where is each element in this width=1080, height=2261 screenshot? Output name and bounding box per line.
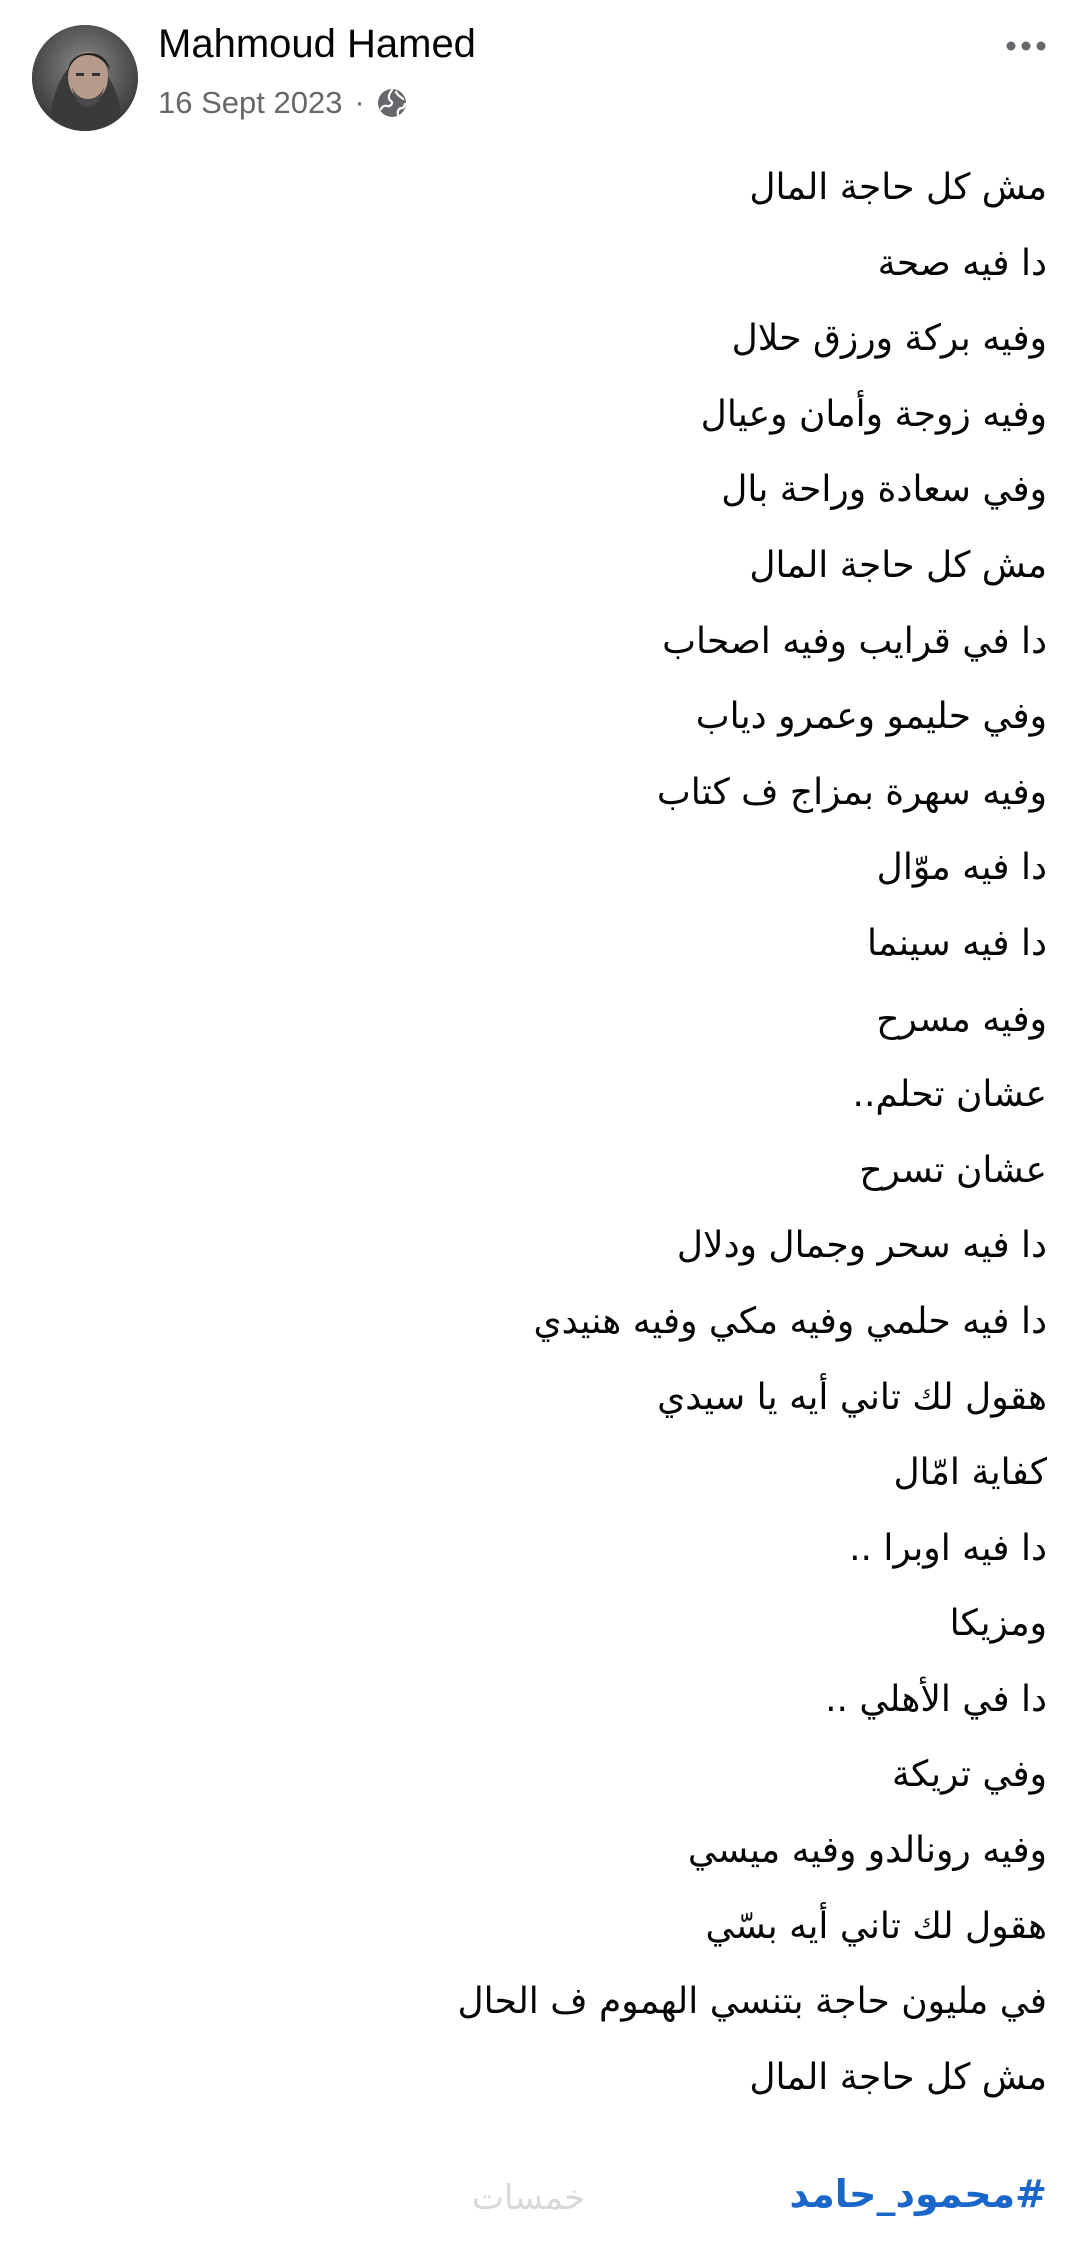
post-text-line: دا فيه سينما <box>867 922 1047 964</box>
post-text-line: عشان تسرح <box>859 1149 1047 1191</box>
post-meta <box>158 80 408 126</box>
post-text-line: وفيه مسرح <box>876 998 1047 1040</box>
post-text-line: وفي حليمو وعمرو دياب <box>695 696 1047 738</box>
post-text-line: وفيه زوجة وأمان وعيال <box>700 393 1047 435</box>
post-text-line: في مليون حاجة بتنسي الهموم ف الحال <box>457 1981 1047 2023</box>
post-text-line: دا فيه سحر وجمال ودلال <box>676 1225 1047 1267</box>
post-text-line: عشان تحلم.. <box>852 1074 1047 1116</box>
post-text-line: وفيه سهرة بمزاج ف كتاب <box>656 771 1047 813</box>
post-date[interactable]: 16 Sept 2023 <box>158 85 343 120</box>
post-text-line: دا فيه حلمي وفيه مكي وفيه هنيدي <box>533 1300 1047 1342</box>
meta-separator: · <box>354 86 365 119</box>
post-text-line: وفيه رونالدو وفيه ميسي <box>687 1830 1047 1872</box>
post-text-line: وفي سعادة وراحة بال <box>721 469 1047 511</box>
avatar-photo <box>32 25 138 131</box>
post-text <box>47 150 1047 2115</box>
author-name[interactable]: Mahmoud Hamed <box>158 22 476 66</box>
post-header <box>0 0 1080 150</box>
more-horizontal-icon <box>1006 41 1046 51</box>
post-footer <box>0 2170 1080 2240</box>
avatar[interactable] <box>32 25 138 131</box>
post-text-line: وفيه بركة ورزق حلال <box>731 318 1047 360</box>
more-options-button[interactable] <box>996 26 1056 66</box>
hashtag-link[interactable]: #محمود_حامد <box>789 2172 1047 2216</box>
globe-icon[interactable] <box>376 87 408 119</box>
post-text-line: دا في قرايب وفيه اصحاب <box>662 620 1047 662</box>
post-text-line: وفي تريكة <box>891 1754 1047 1796</box>
post-text-line: مش كل حاجة المال <box>749 167 1047 208</box>
post-text-line: دا فيه موّال <box>876 847 1047 889</box>
post-text-line: دا فيه اوبرا .. <box>849 1527 1047 1569</box>
post-text-line: هقول لك تاني أيه بسّي <box>705 1905 1047 1947</box>
watermark: خمسات <box>472 2178 586 2218</box>
post-text-line: دا فيه صحة <box>877 242 1047 284</box>
post-text-line: مش كل حاجة المال <box>749 544 1047 586</box>
post-text-line: مش كل حاجة المال <box>749 2056 1047 2098</box>
post-text-line: دا في الأهلي .. <box>825 1678 1047 1720</box>
post-text-line: ومزيكا <box>949 1603 1047 1645</box>
post-text-line: كفاية امّال <box>893 1452 1047 1494</box>
post-text-line: هقول لك تاني أيه يا سيدي <box>657 1376 1047 1418</box>
